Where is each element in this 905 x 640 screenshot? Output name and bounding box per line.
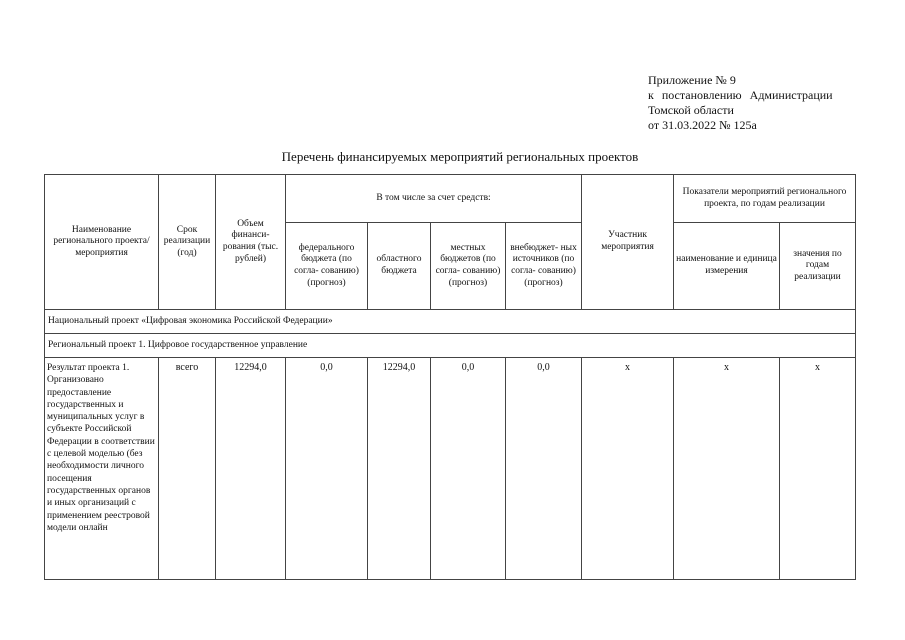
header-sources-group: В том числе за счет средств: (286, 175, 582, 223)
row-extrabudget: 0,0 (506, 358, 582, 580)
row-volume: 12294,0 (216, 358, 286, 580)
regional-project-row: Региональный проект 1. Цифровое государственное управление (45, 334, 856, 358)
appendix-line-1: Приложение № 9 (648, 73, 736, 87)
appendix-line-2: к постановлению Администрации (648, 88, 833, 102)
row-term: всего (159, 358, 216, 580)
activities-table (44, 174, 856, 580)
header-extrabudget: внебюджет- ных источников (по согла- сованию) (прогноз) (506, 223, 582, 310)
document-title: Перечень финансируемых мероприятий региональных проектов (281, 149, 639, 164)
row-indicator-name: x (674, 358, 780, 580)
header-term: Срок реализации (год) (159, 175, 216, 310)
appendix-line-3: Томской области (648, 103, 734, 117)
row-indicator-values: x (780, 358, 856, 580)
appendix-line-4: от 31.03.2022 № 125а (648, 118, 757, 132)
header-regional: областного бюджета (368, 223, 431, 310)
row-regional: 12294,0 (368, 358, 431, 580)
table-row (45, 358, 856, 580)
header-federal: федерального бюджета (по согла- сованию) (прогноз) (286, 223, 368, 310)
row-name: Результат проекта 1. Организовано предоставление государственных и муниципальных услуг в субъекте Российской Федерации в соответствии с целевой моделью (без необходимости личного посещения государственных органов и иных организаций с применением реестровой модели онлайн (45, 358, 159, 580)
header-indicator-values: значения по годам реализации (780, 223, 856, 310)
row-participant: x (582, 358, 674, 580)
header-indicators-group: Показатели мероприятий регионального проекта, по годам реализации (674, 175, 856, 223)
appendix-block (648, 73, 833, 133)
header-name: Наименование регионального проекта/ мероприятия (45, 175, 159, 310)
header-volume: Объем финанси- рования (тыс. рублей) (216, 175, 286, 310)
header-local: местных бюджетов (по согла- сованию) (прогноз) (431, 223, 506, 310)
row-local: 0,0 (431, 358, 506, 580)
header-indicator-name: наименование и единица измерения (674, 223, 780, 310)
header-participant: Участник мероприятия (582, 175, 674, 310)
row-federal: 0,0 (286, 358, 368, 580)
national-project-row: Национальный проект «Цифровая экономика Российской Федерации» (45, 310, 856, 334)
